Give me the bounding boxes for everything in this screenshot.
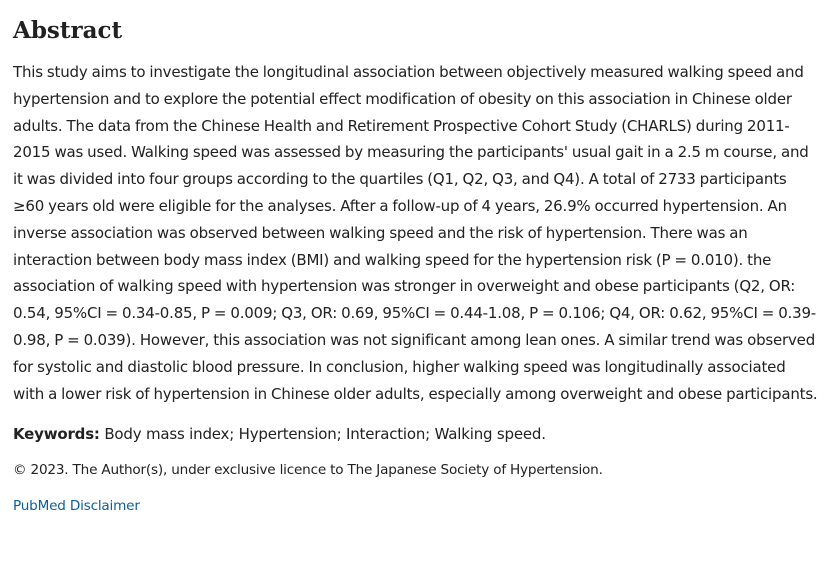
copyright-notice: © 2023. The Author(s), under exclusive licence to The Japanese Society of Hypertension.: [13, 462, 603, 479]
abstract-section: [13, 14, 819, 517]
abstract-heading: Abstract: [13, 17, 123, 44]
keywords-label: Keywords:: [13, 425, 100, 444]
pubmed-disclaimer-link[interactable]: PubMed Disclaimer: [13, 498, 140, 515]
keywords-list: Body mass index; Hypertension; Interaction; Walking speed.: [104, 425, 546, 444]
abstract-text: This study aims to investigate the longitudinal association between objectively measured walking speed and hypertension and to explore the potential effect modification of obesity on this association in Chinese older adults. The data from the Chinese Health and Retirement Prospective Cohort Study (CHARLS) during 2011-2015 was used. Walking speed was assessed by measuring the participants' usual gait in a 2.5 m course, and it was divided into four groups according to the quartiles (Q1, Q2, Q3, and Q4). A total of 2733 participants ≥60 years old were eligible for the analyses. After a follow-up of 4 years, 26.9% occurred hypertension. An inverse association was observed between walking speed and the risk of hypertension. There was an interaction between body mass index (BMI) and walking speed for the hypertension risk (P = 0.010). the association of walking speed with hypertension was stronger in overweight and obese participants (Q2, OR: 0.54, 95%CI = 0.34-0.85, P = 0.009; Q3, OR: 0.69, 95%CI = 0.44-1.08, P = 0.106; Q4, OR: 0.62, 95%CI = 0.39-0.98, P = 0.039). However, this association was not significant among lean ones. A similar trend was observed for systolic and diastolic blood pressure. In conclusion, higher walking speed was longitudinally associated with a lower risk of hypertension in Chinese older adults, especially among overweight and obese participants.: [13, 63, 818, 403]
keywords-row: [13, 421, 819, 447]
